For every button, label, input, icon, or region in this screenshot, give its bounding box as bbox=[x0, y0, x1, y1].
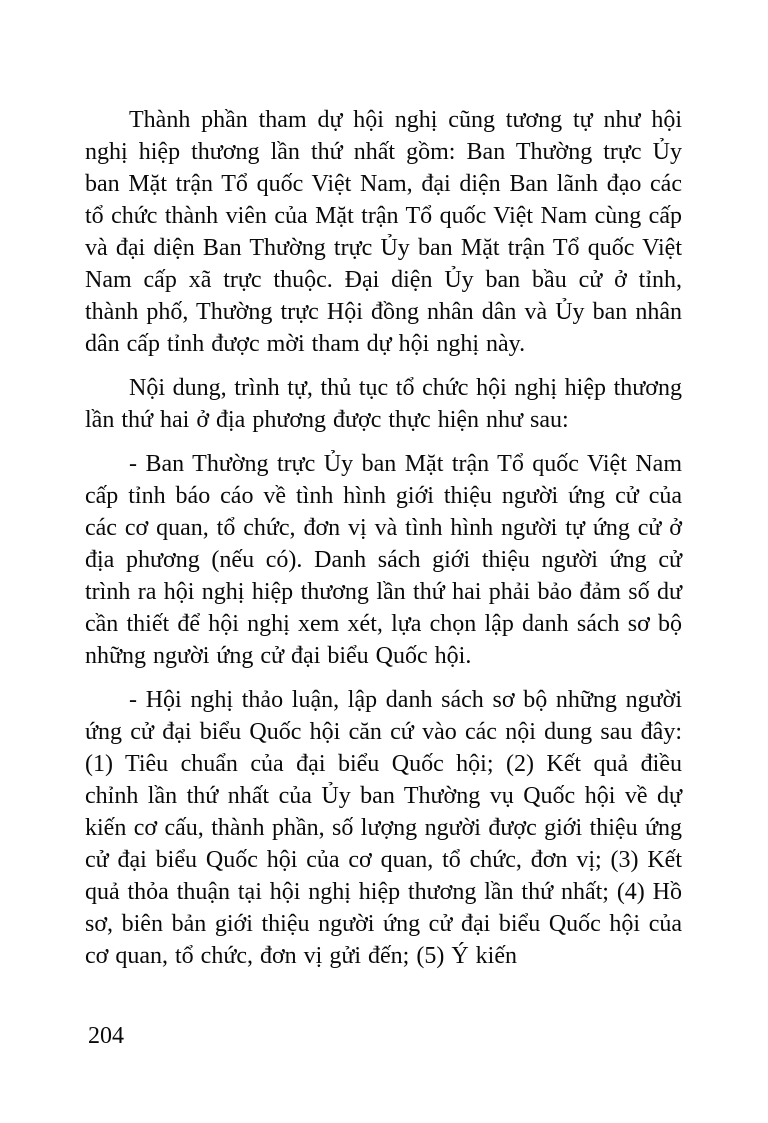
paragraph-report-item: - Ban Thường trực Ủy ban Mặt trận Tổ quốc Việt Nam cấp tỉnh báo cáo về tình hình giới thiệu người ứng cử của các cơ quan, tổ chức, đơn vị và tình hình người tự ứng cử ở địa phương (nếu có). Danh sách giới thiệu người ứng cử trình ra hội nghị hiệp thương lần thứ hai phải bảo đảm số dư cần thiết để hội nghị xem xét, lựa chọn lập danh sách sơ bộ những người ứng cử đại biểu Quốc hội. bbox=[85, 451, 682, 669]
paragraph-attendees: Thành phần tham dự hội nghị cũng tương tự như hội nghị hiệp thương lần thứ nhất gồm: Ban Thường trực Ủy ban Mặt trận Tổ quốc Việt Nam, đại diện Ban lãnh đạo các tổ chức thành viên của Mặt trận Tổ quốc Việt Nam cùng cấp và đại diện Ban Thường trực Ủy ban Mặt trận Tổ quốc Việt Nam cấp xã trực thuộc. Đại diện Ủy ban bầu cử ở tỉnh, thành phố, Thường trực Hội đồng nhân dân và Ủy ban nhân dân cấp tỉnh được mời tham dự hội nghị này. bbox=[85, 107, 682, 357]
page-content bbox=[85, 104, 682, 972]
paragraph-discussion-item: - Hội nghị thảo luận, lập danh sách sơ bộ những người ứng cử đại biểu Quốc hội căn cứ vào các nội dung sau đây: (1) Tiêu chuẩn của đại biểu Quốc hội; (2) Kết quả điều chỉnh lần thứ nhất của Ủy ban Thường vụ Quốc hội về dự kiến cơ cấu, thành phần, số lượng người được giới thiệu ứng cử đại biểu Quốc hội của cơ quan, tổ chức, đơn vị; (3) Kết quả thỏa thuận tại hội nghị hiệp thương lần thứ nhất; (4) Hồ sơ, biên bản giới thiệu người ứng cử đại biểu Quốc hội của cơ quan, tổ chức, đơn vị gửi đến; (5) Ý kiến bbox=[85, 687, 682, 969]
page-number: 204 bbox=[88, 1023, 124, 1049]
paragraph-procedure-intro: Nội dung, trình tự, thủ tục tổ chức hội nghị hiệp thương lần thứ hai ở địa phương được thực hiện như sau: bbox=[85, 375, 682, 433]
